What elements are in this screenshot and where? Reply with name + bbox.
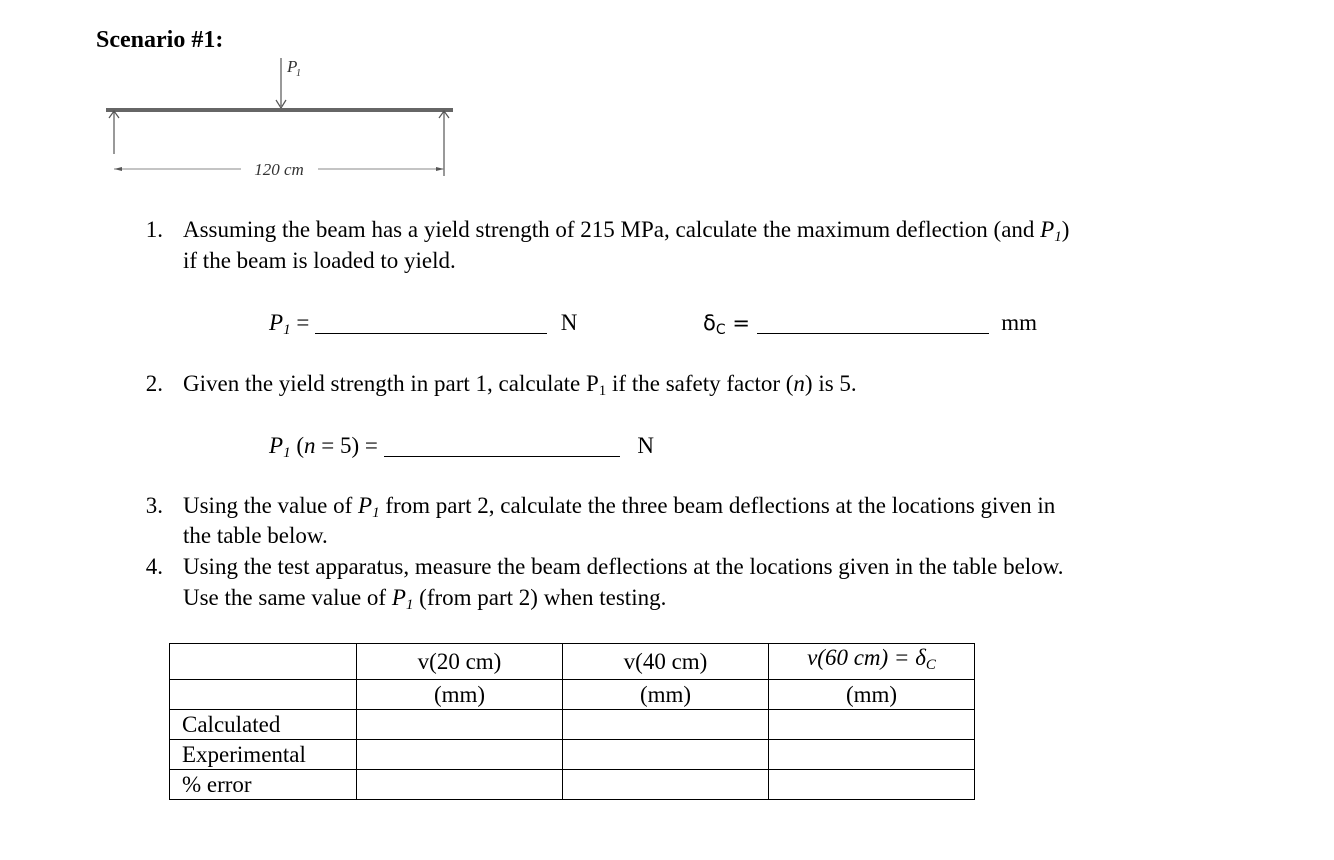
cell-calculated-v40[interactable] xyxy=(563,710,769,740)
header-v20: v(20 cm) xyxy=(357,644,563,680)
unit-v60: (mm) xyxy=(769,680,975,710)
beam xyxy=(106,108,453,112)
q1-p1-answer: $P_1 = N$ xyxy=(269,310,578,338)
q4-number: 4. xyxy=(145,554,163,579)
cell-experimental-v60[interactable] xyxy=(769,740,975,770)
cell-experimental-v40[interactable] xyxy=(563,740,769,770)
scenario-title: Scenario #1: xyxy=(96,27,224,53)
q2-answer: $P_1$ (n = 5) = N xyxy=(269,433,654,461)
deflection-table xyxy=(169,643,975,800)
q1-delta-blank[interactable] xyxy=(757,309,989,334)
table-row xyxy=(170,710,975,740)
header-v60: v(60 $cm) = \delta_C$ xyxy=(769,644,975,680)
row-label-experimental: Experimental xyxy=(170,740,357,770)
q4-line1: Using the test apparatus, measure the beam deflections at the locations given in the table below. xyxy=(183,554,1064,579)
unit-v20: (mm) xyxy=(357,680,563,710)
cell-calculated-v20[interactable] xyxy=(357,710,563,740)
row-label-calculated: Calculated xyxy=(170,710,357,740)
table-row xyxy=(170,740,975,770)
cell-experimental-v20[interactable] xyxy=(357,740,563,770)
q3-line1: Using the value of $P_1$ from part 2, calculate the three beam deflections at the locations given in xyxy=(183,493,1056,521)
cell-error-v60[interactable] xyxy=(769,770,975,800)
table-unit-empty xyxy=(170,680,357,710)
beam-diagram xyxy=(96,50,476,190)
q1-p1-blank[interactable] xyxy=(315,309,547,334)
table-unit-row xyxy=(170,680,975,710)
dimension-arrow-right xyxy=(436,167,444,171)
span-label: 120 cm xyxy=(254,160,304,179)
cell-error-v40[interactable] xyxy=(563,770,769,800)
q3-number: 3. xyxy=(145,493,163,518)
table-header-row xyxy=(170,644,975,680)
load-subscript: 1 xyxy=(296,68,301,79)
cell-calculated-v60[interactable] xyxy=(769,710,975,740)
dimension-arrow-left xyxy=(114,167,122,171)
table-row xyxy=(170,770,975,800)
q1-line2: if the beam is loaded to yield. xyxy=(183,248,456,273)
q2-answer-blank[interactable] xyxy=(384,432,620,457)
q2-text: Given the yield strength in part 1, calculate $P_1$ if the safety factor (n) is 5. xyxy=(183,371,857,399)
q3-line2: the table below. xyxy=(183,523,328,548)
row-label-error: % error xyxy=(170,770,357,800)
q1-line1: Assuming the beam has a yield strength of 215 MPa, calculate the maximum deflection (and $P_1$) xyxy=(183,217,1070,245)
load-label: P xyxy=(287,57,298,76)
unit-v40: (mm) xyxy=(563,680,769,710)
q1-delta-answer: $\delta_C$ = mm xyxy=(703,310,1038,338)
q2-number: 2. xyxy=(145,371,163,396)
header-v40: v(40 cm) xyxy=(563,644,769,680)
q4-line2: Use the same value of $P_1$ (from part 2) when testing. xyxy=(183,585,667,613)
cell-error-v20[interactable] xyxy=(357,770,563,800)
table-corner-cell xyxy=(170,644,357,680)
q1-number: 1. xyxy=(145,217,163,242)
